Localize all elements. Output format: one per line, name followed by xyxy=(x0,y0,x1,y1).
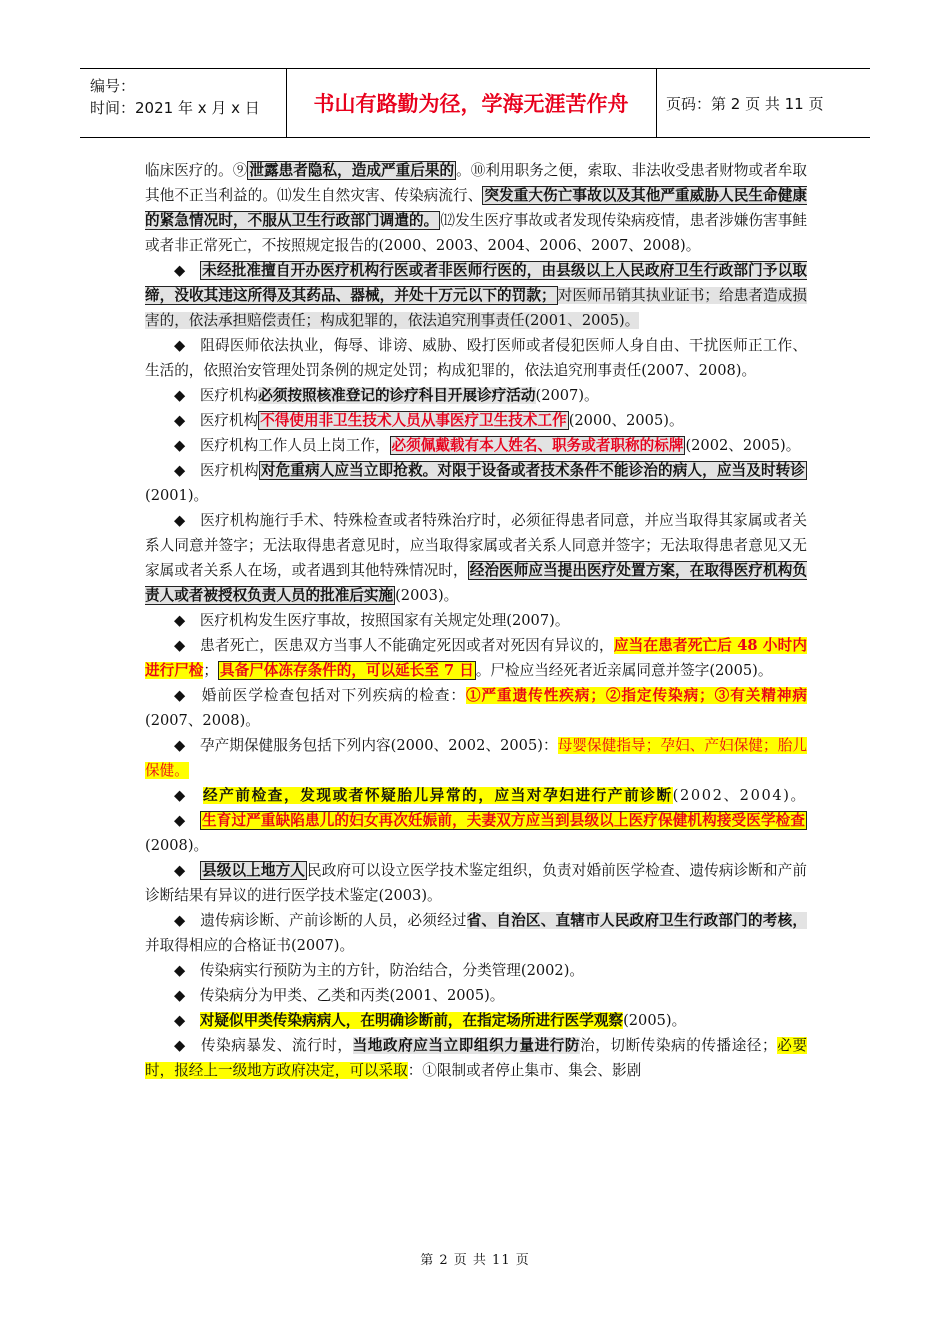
highlight-text: 对危重病人应当立即抢救。对限于设备或者技术条件不能诊治的病人，应当及时转诊 xyxy=(260,462,805,479)
text: ：①限制或者停止集市、集会、影剧 xyxy=(407,1062,642,1079)
page-header xyxy=(80,68,870,138)
highlight-text: 当地政府应当立即组织力量进行防 xyxy=(352,1037,581,1054)
text: ◆ 遗传病诊断、产前诊断的人员，必须经过 xyxy=(174,912,467,929)
bullet-icon: ◆ xyxy=(174,262,186,279)
text: 对医师吊销其执业证书；给患者造成损害的，依法承担赔偿责任；构成犯罪的，依法追究刑事责任(2001、2005)。 xyxy=(145,287,807,329)
text: (2003)。 xyxy=(395,587,459,604)
text: (2000、2005)。 xyxy=(568,412,684,429)
text: ⑿发生医疗事故或者发现传染病疫情，患者涉嫌伤害事鲑或者非正常死亡，不按照规定报告的(2000、2003、2004、2006、2007、2008)。 xyxy=(145,212,807,254)
paragraph xyxy=(145,633,807,683)
highlight-text: 县级以上地方人 xyxy=(202,862,306,879)
highlight-text: 应当在患者死亡后 48 小时内进行尸检 xyxy=(145,637,807,679)
text: 临床医疗的。⑨ xyxy=(145,162,248,179)
paragraph: ◆ 传染病分为甲类、乙类和丙类(2001、2005)。 xyxy=(174,987,505,1004)
highlight-text: ①严重遗传性疾病；②指定传染病；③有关精神病 xyxy=(465,687,807,704)
text: ◆ 医疗机构 xyxy=(174,462,259,479)
document-body xyxy=(145,158,807,1083)
text: 治，切断传染病的传播途径； xyxy=(580,1037,777,1054)
text: ◆ 患者死亡，医患双方当事人不能确定死因或者对死因有异议的， xyxy=(174,637,614,654)
text: 。尸检应当经死者近亲属同意并签字(2005)。 xyxy=(475,662,773,679)
paragraph xyxy=(145,458,807,508)
text: ◆ 孕产期保健服务包括下列内容(2000、2002、2005)： xyxy=(174,737,558,754)
highlight-text: 具备尸体冻存条件的，可以延长至 7 日 xyxy=(220,662,474,679)
highlight-text: 必须按照核准登记的诊疗科目开展诊疗活动 xyxy=(258,387,536,404)
paragraph xyxy=(145,433,807,458)
highlight-text: 母婴保健指导；孕妇、产妇保健；胎儿保健。 xyxy=(145,737,807,779)
text: 。⑩利用职务之便，索取、非法收受患者财物或者牟取其他不正当利益的。⑾发生自然灾害、传染病流行、 xyxy=(145,162,807,204)
highlight-text: 经产前检查，发现或者怀疑胎儿异常的，应当对孕妇进行产前诊断 xyxy=(203,787,673,804)
paragraph: ◆ 阻碍医师依法执业，侮辱、诽谤、威胁、殴打医师或者侵犯医师人身自由、干扰医师正工作、生活的，依照治安管理处罚条例的规定处罚；构成犯罪的，依法追究刑事责任(2007、2008)。 xyxy=(145,337,807,379)
header-motto: 书山有路勤为径，学海无涯苦作舟 xyxy=(313,92,629,116)
text: ◆ xyxy=(174,1012,200,1029)
paragraph xyxy=(145,683,807,733)
text: (2007)。 xyxy=(535,387,599,404)
text: ◆ 婚前医学检查包括对下列疾病的检查： xyxy=(174,687,466,704)
paragraph xyxy=(145,733,807,783)
header-meta xyxy=(90,75,280,119)
paragraph xyxy=(145,1008,807,1033)
header-divider xyxy=(656,69,657,137)
paragraph xyxy=(145,383,807,408)
text: 并取得相应的合格证书(2007)。 xyxy=(145,937,355,954)
highlight-text: 对疑似甲类传染病病人，在明确诊断前，在指定场所进行医学观察 xyxy=(199,1012,624,1029)
text: (2001)。 xyxy=(145,487,209,504)
paragraph xyxy=(145,783,807,808)
highlight-text: 未经批准擅自开办医疗机构行医或者非医师行医的，由县级以上人民政府卫生行政部门予以取缔，没收其违这所得及其药品、器械，并处十万元以下的罚款； xyxy=(145,262,807,304)
highlight-text: 不得使用非卫生技术人员从事医疗卫生技术工作 xyxy=(260,412,567,429)
page-footer: 第 2 页 共 11 页 xyxy=(420,1253,530,1268)
text: ◆ xyxy=(174,812,201,829)
highlight-text: 必须佩戴载有本人姓名、职务或者职称的标牌 xyxy=(391,437,684,454)
text: ； xyxy=(203,662,218,679)
highlight-text: 生育过严重缺陷患儿的妇女再次妊娠前，夫妻双方应当到县级以上医疗保健机构接受医学检查 xyxy=(202,812,805,829)
code-label: 编号： xyxy=(90,77,136,95)
paragraph: ◆ 医疗机构发生医疗事故，按照国家有关规定处理(2007)。 xyxy=(174,612,570,629)
paragraph: ◆ 传染病实行预防为主的方针，防治结合，分类管理(2002)。 xyxy=(174,962,585,979)
highlight-text: 必要时，报经上一级地方政府决定，可以采取 xyxy=(145,1037,807,1079)
text: ◆ xyxy=(174,787,204,804)
text: ◆ 医疗机构工作人员上岗工作， xyxy=(174,437,390,454)
text: (2007、2008)。 xyxy=(145,712,260,729)
text: (2008)。 xyxy=(145,837,209,854)
text: (2002、2005)。 xyxy=(685,437,801,454)
text: ◆ 医疗机构施行手术、特殊检查或者特殊治疗时，必须征得患者同意，并应当取得其家属或者关系人同意并签字；无法取得患者意见时，应当取得家属或者关系人同意并签字；无法取得患者意见又无家属或者关系人在场，或者遇到其他特殊情况时， xyxy=(145,512,807,579)
text: ◆ 医疗机构 xyxy=(174,412,259,429)
paragraph xyxy=(145,858,807,908)
highlight-text: 泄露患者隐私，造成严重后果的 xyxy=(249,162,455,179)
paragraph xyxy=(145,158,807,258)
text: ◆ xyxy=(174,862,201,879)
text: ◆ 传染病暴发、流行时， xyxy=(174,1037,353,1054)
highlight-text: 省、自治区、直辖市人民政府卫生行政部门的考核， xyxy=(466,912,807,929)
paragraph xyxy=(145,258,807,333)
highlight-text: 突发重大伤亡事故以及其他严重威胁人民生命健康的紧急情况时，不服从卫生行政部门调遣的。 xyxy=(145,187,807,229)
paragraph xyxy=(145,408,807,433)
paragraph xyxy=(145,908,807,958)
highlight-text: 经治医师应当提出医疗处置方案，在取得医疗机构负责人或者被授权负责人员的批准后实施 xyxy=(145,562,807,604)
paragraph xyxy=(145,508,807,608)
text: ◆ 医疗机构 xyxy=(174,387,259,404)
header-page-info: 页码：第 2 页 共 11 页 xyxy=(666,94,824,113)
time-label: 时间：2021 年 x 月 x 日 xyxy=(90,99,260,117)
text: (2002、2004)。 xyxy=(672,787,807,804)
paragraph xyxy=(145,808,807,858)
paragraph xyxy=(145,1033,807,1083)
text: (2005)。 xyxy=(623,1012,687,1029)
text: 民政府可以设立医学技术鉴定组织，负责对婚前医学检查、遗传病诊断和产前诊断结果有异议的进行医学技术鉴定(2003)。 xyxy=(145,862,807,904)
